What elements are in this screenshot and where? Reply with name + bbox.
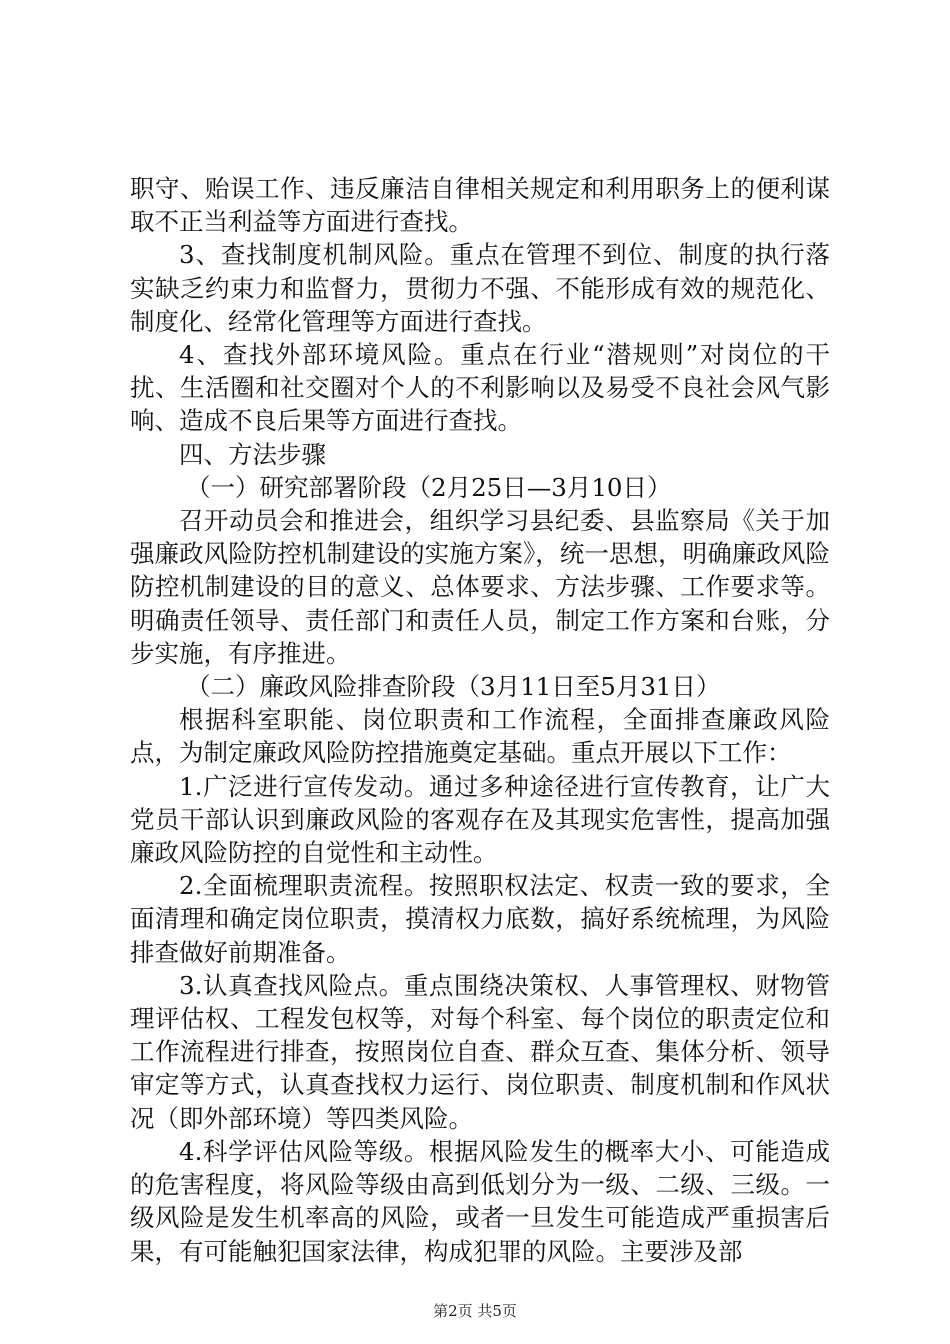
page-number-footer: 第2页 共5页 — [433, 1302, 517, 1320]
paragraph-6: 召开动员会和推进会，组织学习县纪委、县监察局《关于加强廉政风险防控机制建设的实施方案》，统一思想，明确廉政风险防控机制建设的目的意义、总体要求、方法步骤、工作要求等。明确责任领导、责任部门和责任人员，制定工作方案和台账，分步实施，有序推进。 — [130, 506, 830, 668]
paragraph-10: 2.全面梳理职责流程。按照职权法定、权责一致的要求，全面清理和确定岗位职责，摸清权力底数，搞好系统梳理，为风险排查做好前期准备。 — [130, 871, 830, 967]
paragraph-3: 4、查找外部环境风险。重点在行业“潜规则”对岗位的干扰、生活圈和社交圈对个人的不利影响以及易受不良社会风气影响、造成不良后果等方面进行查找。 — [130, 340, 830, 436]
subsection-heading-risk-check: （二）廉政风险排查阶段（3月11日至5月31日） — [186, 672, 721, 702]
subsection-heading-research: （一）研究部署阶段（2月25日—3月10日） — [186, 472, 672, 502]
paragraph-12: 4.科学评估风险等级。根据风险发生的概率大小、可能造成的危害程度，将风险等级由高到低划分为一级、二级、三级。一级风险是发生机率高的风险，或者一旦发生可能造成严重损害后果，有可能触犯国家法律，构成犯罪的风险。主要涉及部 — [130, 1136, 830, 1266]
paragraph-8: 根据科室职能、岗位职责和工作流程，全面排查廉政风险点，为制定廉政风险防控措施奠定基础。重点开展以下工作： — [130, 705, 830, 768]
paragraph-9: 1.广泛进行宣传发动。通过多种途径进行宣传教育，让广大党员干部认识到廉政风险的客观存在及其现实危害性，提高加强廉政风险防控的自觉性和主动性。 — [130, 771, 830, 868]
document-body — [130, 172, 830, 1268]
paragraph-1: 职守、贻误工作、违反廉洁自律相关规定和利用职务上的便利谋取不正当利益等方面进行查找。 — [130, 174, 830, 237]
section-heading-methods: 四、方法步骤 — [179, 439, 326, 469]
paragraph-2: 3、查找制度机制风险。重点在管理不到位、制度的执行落实缺乏约束力和监督力，贯彻力不强、不能形成有效的规范化、制度化、经常化管理等方面进行查找。 — [130, 240, 830, 336]
paragraph-11: 3.认真查找风险点。重点围绕决策权、人事管理权、财物管理评估权、工程发包权等，对每个科室、每个岗位的职责定位和工作流程进行排查，按照岗位自查、群众互查、集体分析、领导审定等方式，认真查找权力运行、岗位职责、制度机制和作风状况（即外部环境）等四类风险。 — [130, 970, 830, 1133]
